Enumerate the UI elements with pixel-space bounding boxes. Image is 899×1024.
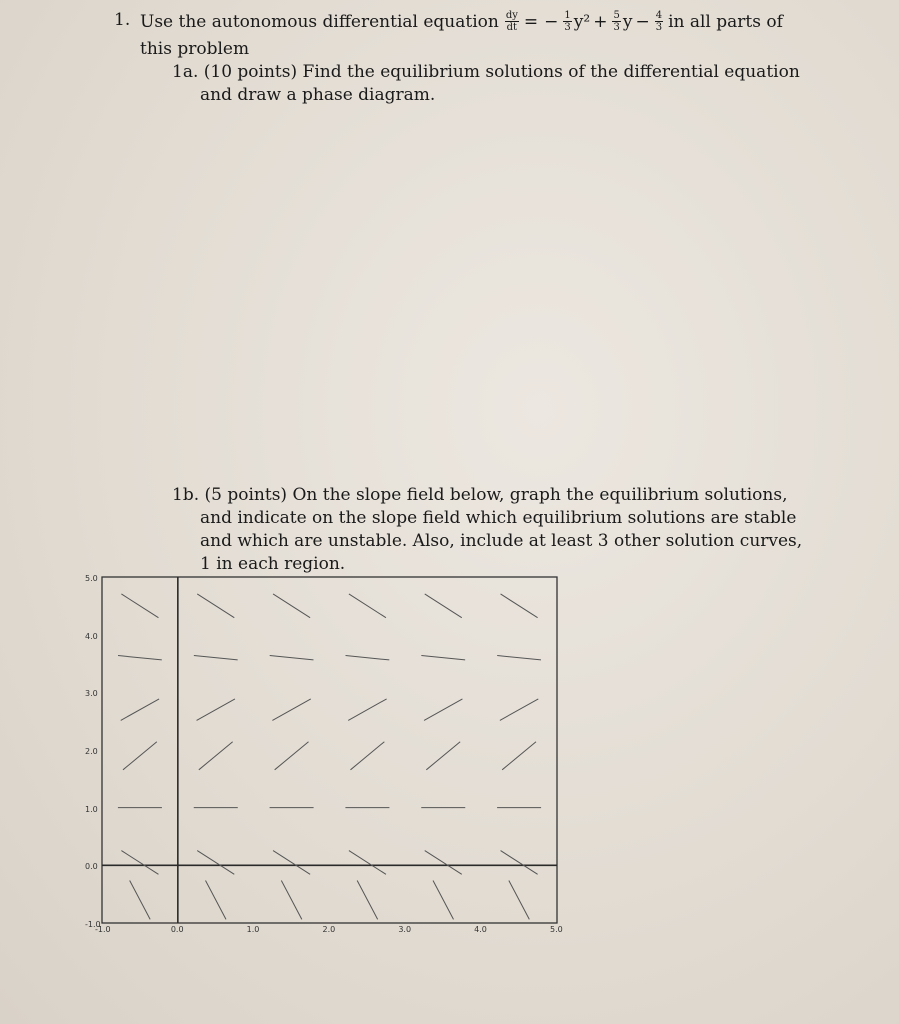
x-tick-label: -1.0 xyxy=(95,925,111,934)
slope-segment xyxy=(272,699,310,720)
minus-sign-1: − xyxy=(544,11,559,32)
slope-segment xyxy=(349,594,386,618)
slope-segments xyxy=(118,594,541,919)
slope-segment xyxy=(497,656,541,660)
slope-segment xyxy=(509,880,529,919)
slope-segment xyxy=(121,851,158,875)
coefficient-2-num: 5 xyxy=(613,10,620,21)
slope-segment xyxy=(501,851,538,875)
y-tick-label: 2.0 xyxy=(85,747,98,756)
slope-segment xyxy=(123,742,157,770)
slope-segment xyxy=(426,742,460,770)
slope-segment xyxy=(425,851,462,875)
slope-segment xyxy=(433,880,453,919)
y-tick-label: 3.0 xyxy=(85,689,98,699)
equals-sign: = xyxy=(523,11,539,32)
slope-segment xyxy=(121,594,158,618)
slope-segment xyxy=(130,880,150,919)
question-number: 1. xyxy=(114,10,131,30)
x-tick-label: 2.0 xyxy=(322,925,336,934)
slope-segment xyxy=(118,656,162,660)
y-tick-label: 4.0 xyxy=(85,631,98,641)
derivative-denominator: dt xyxy=(506,22,518,33)
part-b-line-2: and indicate on the slope field which equilibrium solutions are stable xyxy=(200,508,797,528)
slope-segment xyxy=(197,699,235,720)
y-tick-label: -1.0 xyxy=(85,920,101,929)
slope-segment xyxy=(197,851,234,875)
part-b-line-3: and which are unstable. Also, include at least 3 other solution curves, xyxy=(200,531,803,551)
slope-segment xyxy=(502,742,536,770)
slope-segment xyxy=(281,880,301,919)
coefficient-3-den: 3 xyxy=(655,22,663,33)
slope-segment xyxy=(273,594,310,618)
x-tick-label: 4.0 xyxy=(474,925,487,934)
part-a-line-1: 1a. (10 points) Find the equilibrium solutions of the differential equation xyxy=(172,62,800,82)
slope-segment xyxy=(199,742,233,770)
plus-sign: + xyxy=(593,11,608,32)
slope-segment xyxy=(346,656,390,660)
part-a-line-2: and draw a phase diagram. xyxy=(200,85,436,105)
slope-segment xyxy=(501,594,538,618)
term-y-squared: y² xyxy=(573,11,591,32)
intro-suffix: in all parts of xyxy=(668,11,783,32)
coefficient-2-den: 3 xyxy=(613,22,620,33)
slope-segment xyxy=(273,851,310,875)
slope-segment xyxy=(270,656,314,660)
slope-segment xyxy=(350,742,384,770)
slope-segment xyxy=(348,699,386,720)
coefficient-1-den: 3 xyxy=(564,22,571,33)
slope-segment xyxy=(349,851,386,875)
slope-segment xyxy=(425,594,462,618)
part-b-line-1: 1b. (5 points) On the slope field below, graph the equilibrium solutions, xyxy=(172,485,788,505)
slope-segment xyxy=(357,880,377,919)
part-b-line-4: 1 in each region. xyxy=(200,554,346,574)
y-tick-label: 1.0 xyxy=(85,804,98,814)
slope-segment xyxy=(197,594,234,618)
minus-sign-2: − xyxy=(635,11,650,32)
coefficient-1-num: 1 xyxy=(564,10,571,21)
x-tick-label: 3.0 xyxy=(398,925,412,934)
slope-segment xyxy=(424,699,462,720)
y-tick-label: 0.0 xyxy=(85,862,98,872)
slope-segment xyxy=(275,742,309,770)
slope-segment xyxy=(194,656,238,660)
derivative-numerator: dy xyxy=(505,10,518,21)
slope-segment xyxy=(206,880,226,919)
intro-line-2: this problem xyxy=(140,39,250,59)
coefficient-3-num: 4 xyxy=(655,10,663,21)
x-tick-label: 1.0 xyxy=(246,925,260,934)
slope-segment xyxy=(500,699,538,720)
x-tick-label: 0.0 xyxy=(170,925,184,934)
term-y: y xyxy=(622,11,633,32)
slope-segment xyxy=(121,699,159,720)
x-tick-label: 5.0 xyxy=(550,925,563,934)
y-tick-label: 5.0 xyxy=(85,574,98,583)
slope-field-frame xyxy=(102,577,557,923)
slope-segment xyxy=(421,656,465,660)
intro-prefix: Use the autonomous differential equation xyxy=(140,11,499,32)
